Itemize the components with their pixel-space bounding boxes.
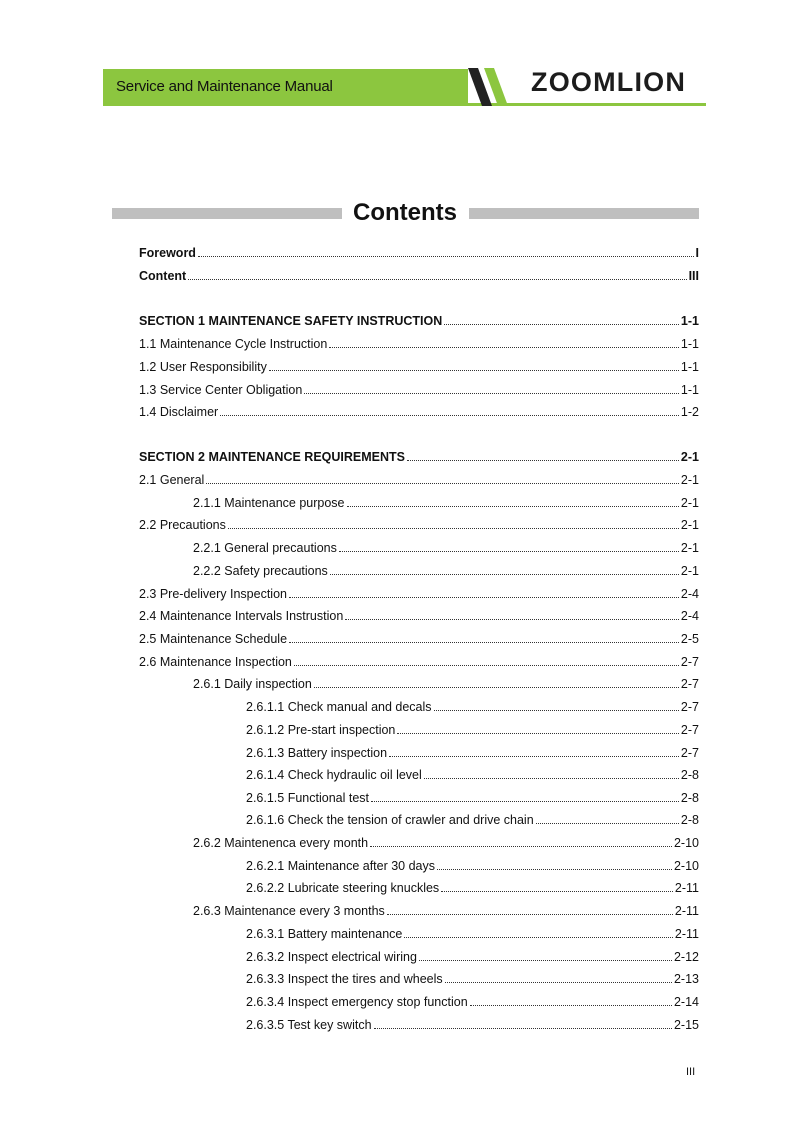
- toc-entry[interactable]: [246, 878, 699, 898]
- toc-entry-label: 2.2 Precautions: [139, 518, 226, 532]
- toc-leader-dots: [304, 380, 679, 394]
- manual-title: Service and Maintenance Manual: [116, 78, 333, 95]
- toc-entry-label: 2.1 General: [139, 473, 205, 487]
- toc-entry-label: 2.6 Maintenance Inspection: [139, 655, 292, 669]
- toc-leader-dots: [397, 720, 679, 734]
- toc-entry-label: 2.6.1.4 Check hydraulic oil level: [246, 768, 422, 782]
- toc-entry-label: 2.6.2.1 Maintenance after 30 days: [246, 859, 436, 873]
- toc-leader-dots: [228, 515, 679, 529]
- toc-entry[interactable]: [139, 380, 699, 400]
- toc-entry[interactable]: [246, 947, 699, 967]
- toc-leader-dots: [407, 447, 679, 461]
- toc-entry[interactable]: [246, 788, 699, 808]
- toc-entry-page: I: [695, 246, 699, 260]
- toc-leader-dots: [419, 947, 672, 961]
- header-underline: [103, 103, 706, 106]
- toc-entry[interactable]: [139, 357, 699, 377]
- toc-entry-page: 1-1: [680, 360, 699, 374]
- toc-leader-dots: [339, 538, 679, 552]
- toc-entry[interactable]: [246, 765, 699, 785]
- toc-entry[interactable]: [139, 652, 699, 672]
- toc-entry-page: 2-1: [680, 473, 699, 487]
- toc-entry-page: 2-7: [680, 723, 699, 737]
- toc-entry-page: 1-1: [680, 314, 699, 328]
- toc-entry-page: 1-2: [680, 405, 699, 419]
- toc-entry[interactable]: [193, 674, 699, 694]
- toc-entry-label: 2.6.3 Maintenance every 3 months: [193, 904, 385, 918]
- toc-entry-label: 1.2 User Responsibility: [139, 360, 267, 374]
- toc-entry-label: 1.3 Service Center Obligation: [139, 383, 303, 397]
- heading-bar-left: [112, 208, 342, 219]
- toc-entry[interactable]: [246, 1015, 699, 1035]
- toc-entry-page: 2-10: [673, 859, 699, 873]
- toc-entry-page: 2-14: [673, 995, 699, 1009]
- toc-entry-label: 2.6.1.2 Pre-start inspection: [246, 723, 396, 737]
- toc-entry-label: 2.6.1.3 Battery inspection: [246, 746, 388, 760]
- toc-entry[interactable]: [246, 992, 699, 1012]
- toc-entry-page: 2-11: [674, 881, 699, 895]
- toc-entry-label: 1.4 Disclaimer: [139, 405, 219, 419]
- toc-entry-label: SECTION 2 MAINTENANCE REQUIREMENTS: [139, 450, 405, 464]
- toc-leader-dots: [445, 969, 672, 983]
- toc-entry-page: 2-1: [680, 541, 699, 555]
- toc-leader-dots: [370, 833, 672, 847]
- toc-entry[interactable]: [139, 515, 699, 535]
- toc-entry-label: 2.5 Maintenance Schedule: [139, 632, 288, 646]
- toc-entry-page: 2-4: [680, 609, 699, 623]
- toc-entry-page: 2-7: [680, 700, 699, 714]
- toc-leader-dots: [330, 561, 679, 575]
- toc-entry-page: 1-1: [680, 337, 699, 351]
- toc-leader-dots: [444, 311, 679, 325]
- toc-entry-page: 2-10: [673, 836, 699, 850]
- toc-entry-page: 2-8: [680, 768, 699, 782]
- toc-entry-page: 2-1: [680, 518, 699, 532]
- toc-entry-page: 2-5: [680, 632, 699, 646]
- toc-entry[interactable]: [246, 856, 699, 876]
- contents-heading: Contents: [353, 199, 457, 226]
- toc-entry[interactable]: [139, 584, 699, 604]
- toc-entry[interactable]: [139, 470, 699, 490]
- page-number: III: [686, 1066, 696, 1078]
- toc-entry[interactable]: [139, 606, 699, 626]
- toc-entry[interactable]: [139, 447, 699, 467]
- toc-leader-dots: [289, 629, 679, 643]
- toc-leader-dots: [347, 493, 679, 507]
- toc-leader-dots: [536, 810, 679, 824]
- toc-entry-page: 2-11: [674, 927, 699, 941]
- toc-entry-label: 2.2.2 Safety precautions: [193, 564, 328, 578]
- toc-entry[interactable]: [246, 720, 699, 740]
- toc-leader-dots: [387, 901, 673, 915]
- toc-entry-label: 2.6.1 Daily inspection: [193, 677, 312, 691]
- toc-leader-dots: [329, 334, 679, 348]
- brand-logo-text: ZOOMLION: [531, 67, 687, 97]
- toc-entry-label: 2.3 Pre-delivery Inspection: [139, 587, 287, 601]
- toc-entry[interactable]: [193, 561, 699, 581]
- toc-entry-page: 2-13: [673, 972, 699, 986]
- toc-entry-label: 2.2.1 General precautions: [193, 541, 337, 555]
- toc-entry[interactable]: [246, 810, 699, 830]
- toc-entry-label: 1.1 Maintenance Cycle Instruction: [139, 337, 328, 351]
- toc-leader-dots: [220, 402, 679, 416]
- toc-entry[interactable]: [246, 743, 699, 763]
- toc-entry[interactable]: [139, 629, 699, 649]
- toc-entry-label: 2.6.1.6 Check the tension of crawler and drive chain: [246, 813, 534, 827]
- toc-entry-label: 2.4 Maintenance Intervals Instrustion: [139, 609, 344, 623]
- toc-entry-page: III: [688, 269, 699, 283]
- toc-entry-page: 2-1: [680, 564, 699, 578]
- toc-entry[interactable]: [139, 266, 699, 286]
- toc-entry[interactable]: [246, 924, 699, 944]
- toc-entry-page: 2-11: [674, 904, 699, 918]
- toc-entry-label: SECTION 1 MAINTENANCE SAFETY INSTRUCTION: [139, 314, 443, 328]
- zoomlion-logo-mark: [462, 68, 522, 106]
- toc-entry-page: 2-1: [680, 496, 699, 510]
- toc-entry[interactable]: [139, 243, 699, 263]
- toc-leader-dots: [470, 992, 672, 1006]
- toc-leader-dots: [269, 357, 679, 371]
- toc-leader-dots: [289, 584, 679, 598]
- toc-entry-label: 2.6.3.2 Inspect electrical wiring: [246, 950, 417, 964]
- toc-leader-dots: [371, 788, 679, 802]
- toc-entry[interactable]: [246, 969, 699, 989]
- toc-entry-label: 2.6.1.5 Functional test: [246, 791, 369, 805]
- toc-entry-page: 2-7: [680, 655, 699, 669]
- toc-leader-dots: [374, 1015, 672, 1029]
- toc-entry-page: 2-12: [673, 950, 699, 964]
- toc-entry-page: 2-7: [680, 677, 699, 691]
- toc-entry-page: 2-8: [680, 791, 699, 805]
- toc-entry-page: 2-1: [680, 450, 699, 464]
- toc-entry[interactable]: [139, 402, 699, 422]
- toc-leader-dots: [434, 697, 679, 711]
- toc-entry-page: 2-4: [680, 587, 699, 601]
- toc-entry[interactable]: [193, 901, 699, 921]
- toc-entry[interactable]: [139, 311, 699, 331]
- toc-entry-label: 2.6.2.2 Lubricate steering knuckles: [246, 881, 440, 895]
- toc-entry[interactable]: [139, 334, 699, 354]
- toc-entry-label: 2.1.1 Maintenance purpose: [193, 496, 345, 510]
- toc-leader-dots: [188, 266, 686, 280]
- toc-entry-page: 1-1: [680, 383, 699, 397]
- toc-leader-dots: [389, 743, 679, 757]
- toc-leader-dots: [198, 243, 694, 257]
- toc-entry[interactable]: [193, 538, 699, 558]
- toc-leader-dots: [441, 878, 673, 892]
- toc-leader-dots: [294, 652, 679, 666]
- toc-entry-label: 2.6.3.5 Test key switch: [246, 1018, 372, 1032]
- toc-leader-dots: [314, 674, 679, 688]
- toc-entry-page: 2-7: [680, 746, 699, 760]
- toc-entry-label: 2.6.1.1 Check manual and decals: [246, 700, 432, 714]
- toc-leader-dots: [206, 470, 679, 484]
- heading-bar-right: [469, 208, 699, 219]
- toc-leader-dots: [345, 606, 679, 620]
- toc-entry[interactable]: [246, 697, 699, 717]
- toc-entry-label: 2.6.2 Maintenenca every month: [193, 836, 369, 850]
- toc-entry-label: 2.6.3.3 Inspect the tires and wheels: [246, 972, 443, 986]
- toc-entry[interactable]: [193, 833, 699, 853]
- toc-entry-label: 2.6.3.4 Inspect emergency stop function: [246, 995, 468, 1009]
- toc-leader-dots: [437, 856, 672, 870]
- toc-entry-label: 2.6.3.1 Battery maintenance: [246, 927, 403, 941]
- toc-entry-page: 2-8: [680, 813, 699, 827]
- toc-entry-label: Foreword: [139, 246, 196, 260]
- toc-entry[interactable]: [193, 493, 699, 513]
- toc-leader-dots: [404, 924, 673, 938]
- toc-entry-page: 2-15: [673, 1018, 699, 1032]
- toc-entry-label: Content: [139, 269, 187, 283]
- toc-leader-dots: [424, 765, 679, 779]
